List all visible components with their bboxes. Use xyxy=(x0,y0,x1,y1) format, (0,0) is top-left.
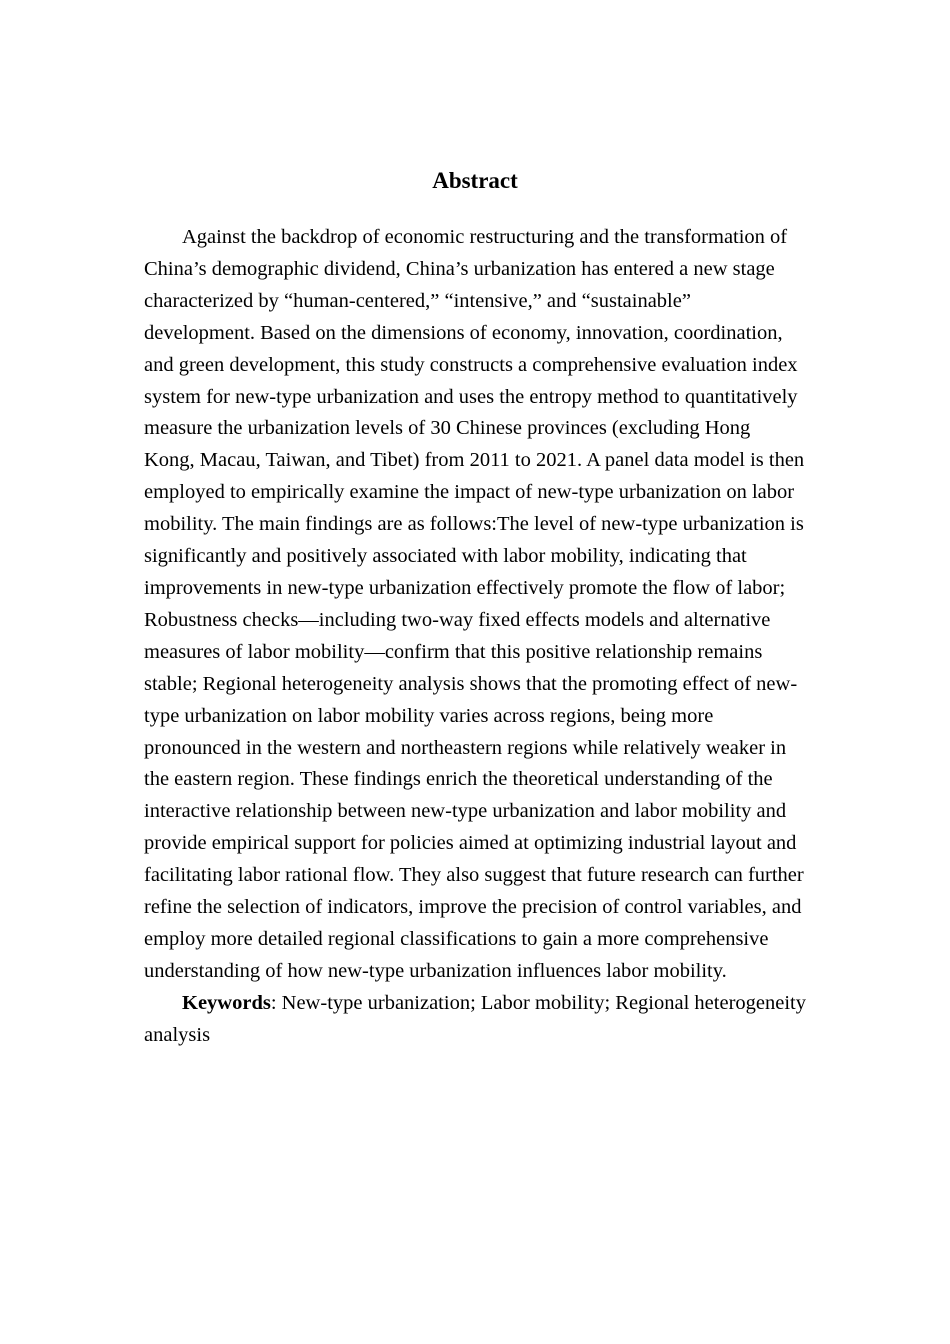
keywords-separator: : xyxy=(270,991,282,1014)
abstract-paragraph: Against the backdrop of economic restructuring and the transformation of China’s demographic dividend, China’s urbanization has entered a new stage characterized by “human-centered,” “intensive,” and “sustainable” development. Based on the dimensions of economy, innovation, coordination, and green development, this study constructs a comprehensive evaluation index system for new-type urbanization and uses the entropy method to quantitatively measure the urbanization levels of 30 Chinese provinces (excluding Hong Kong, Macau, Taiwan, and Tibet) from 2011 to 2021. A panel data model is then employed to empirically examine the impact of new-type urbanization on labor mobility. The main findings are as follows:The level of new-type urbanization is significantly and positively associated with labor mobility, indicating that improvements in new-type urbanization effectively promote the flow of labor; Robustness checks—including two-way fixed effects models and alternative measures of labor mobility—confirm that this positive relationship remains stable; Regional heterogeneity analysis shows that the promoting effect of new-type urbanization on labor mobility varies across regions, being more pronounced in the western and northeastern regions while relatively weaker in the eastern region. These findings enrich the theoretical understanding of the interactive relationship between new-type urbanization and labor mobility and provide empirical support for policies aimed at optimizing industrial layout and facilitating labor rational flow. They also suggest that future research can further refine the selection of indicators, improve the precision of control variables, and employ more detailed regional classifications to gain a more comprehensive understanding of how new-type urbanization influences labor mobility. xyxy=(144,226,805,982)
keywords-list: New-type urbanization; Labor mobility; Regional heterogeneity analysis xyxy=(144,991,806,1046)
keywords-label: Keywords xyxy=(182,991,271,1014)
keywords-paragraph xyxy=(144,988,806,1052)
abstract-body xyxy=(144,222,806,1052)
abstract-title: Abstract xyxy=(432,168,518,193)
